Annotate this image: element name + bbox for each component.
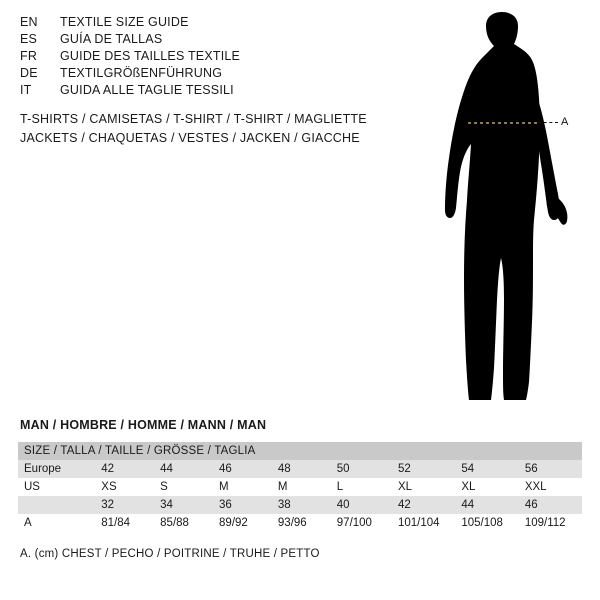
cell: S [154,478,213,496]
language-text: TEXTILE SIZE GUIDE [60,15,189,29]
cell: M [272,478,331,496]
category-line-jackets: JACKETS / CHAQUETAS / VESTES / JACKEN / GIACCHE [20,131,360,145]
row-label: US [18,478,95,496]
cell: 44 [455,496,518,514]
language-row [20,31,380,48]
language-code: EN [20,15,38,29]
cell: 42 [392,496,455,514]
language-list [20,14,380,99]
cell: 97/100 [331,514,392,532]
cell: 89/92 [213,514,272,532]
cell: 85/88 [154,514,213,532]
language-text: TEXTILGRÖßENFÜHRUNG [60,66,223,80]
cell: 34 [154,496,213,514]
language-row [20,14,380,31]
size-table-head [18,442,582,460]
cell: XL [392,478,455,496]
size-table-body [18,460,582,532]
language-code: FR [20,49,38,63]
cell: 93/96 [272,514,331,532]
cell: 105/108 [455,514,518,532]
language-row [20,48,380,65]
language-code: DE [20,66,38,80]
row-label: A [18,514,95,532]
language-code: ES [20,32,38,46]
cell: 38 [272,496,331,514]
cell: 32 [95,496,154,514]
table-header-row [18,442,582,460]
cell: XS [95,478,154,496]
category-line-tshirts: T-SHIRTS / CAMISETAS / T-SHIRT / T-SHIRT / MAGLIETTE [20,112,367,126]
measure-leader-line [538,122,558,123]
cell: 48 [272,460,331,478]
cell: 40 [331,496,392,514]
table-row [18,460,582,478]
size-table-header-label: SIZE / TALLA / TAILLE / GRÖSSE / TAGLIA [18,442,582,460]
cell: 46 [213,460,272,478]
cell: 52 [392,460,455,478]
row-label: Europe [18,460,95,478]
male-torso-silhouette [420,10,590,410]
table-section-title: MAN / HOMBRE / HOMME / MANN / MAN [20,418,267,432]
cell: 36 [213,496,272,514]
cell: XXL [519,478,582,496]
cell: XL [455,478,518,496]
cell: 44 [154,460,213,478]
language-text: GUIDA ALLE TAGLIE TESSILI [60,83,234,97]
cell: 101/104 [392,514,455,532]
figure-illustration [420,10,590,410]
cell: L [331,478,392,496]
cell: 54 [455,460,518,478]
language-row [20,65,380,82]
category-list [20,110,420,148]
table-row [18,514,582,532]
cell: M [213,478,272,496]
language-text: GUÍA DE TALLAS [60,32,163,46]
language-row [20,82,380,99]
size-table [18,442,582,532]
table-row [18,478,582,496]
cell: 109/112 [519,514,582,532]
cell: 46 [519,496,582,514]
footnote: A. (cm) CHEST / PECHO / POITRINE / TRUHE / PETTO [20,548,320,560]
row-label [18,496,95,514]
language-code: IT [20,83,32,97]
cell: 56 [519,460,582,478]
table-row [18,496,582,514]
cell: 50 [331,460,392,478]
cell: 81/84 [95,514,154,532]
cell: 42 [95,460,154,478]
language-text: GUIDE DES TAILLES TEXTILE [60,49,241,63]
measure-label-a: A [561,116,569,128]
